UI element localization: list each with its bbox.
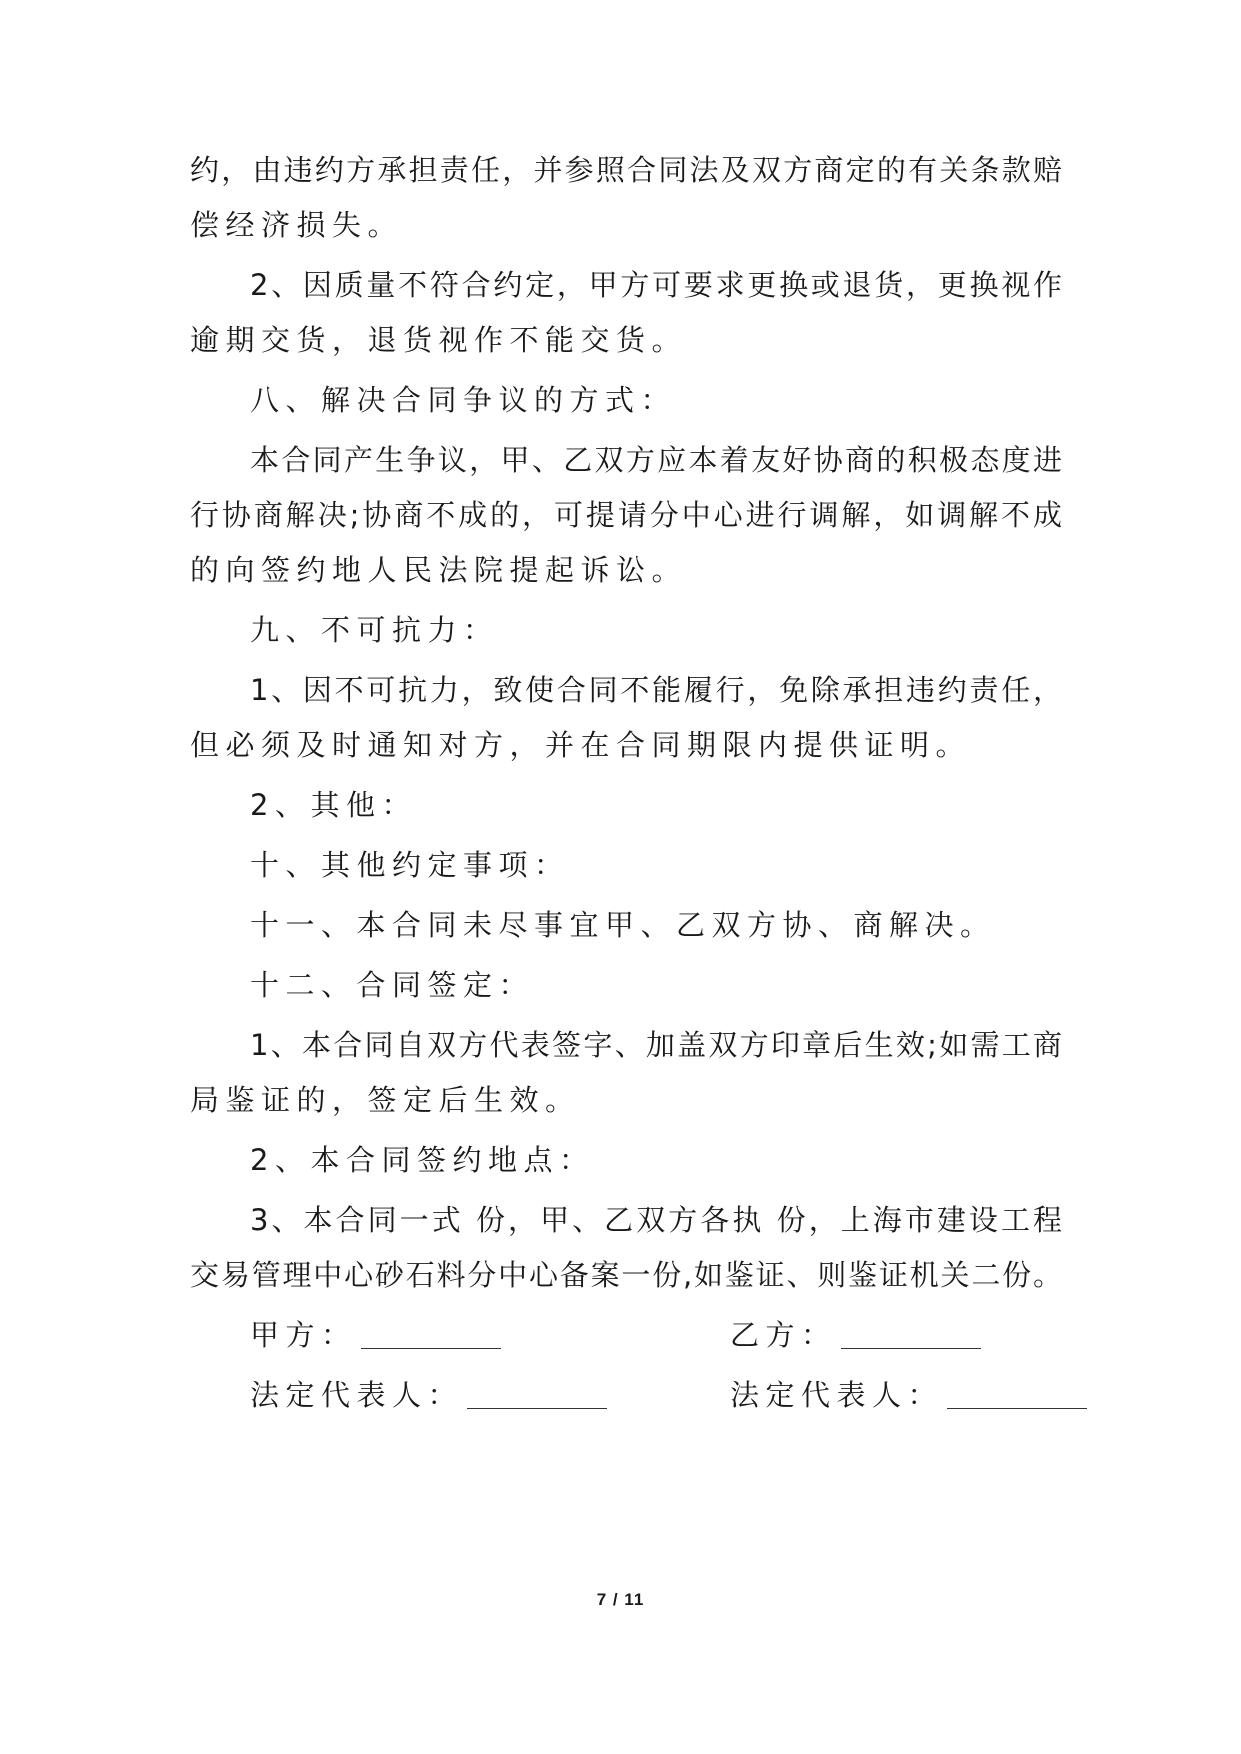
paragraph-line: 2、本合同签约地点： (250, 1143, 595, 1177)
section-heading: 十、其他约定事项： (250, 848, 570, 882)
rep-a-blank (467, 1378, 607, 1409)
paragraph-line: 局鉴证的，签定后生效。 (190, 1083, 581, 1117)
rep-a-field (250, 1377, 607, 1413)
section-heading: 十二、合同签定： (250, 968, 535, 1002)
rep-b-blank (947, 1378, 1087, 1409)
paragraph-line: 1、本合同自双方代表签字、加盖双方印章后生效;如需工商 (250, 1028, 1062, 1062)
party-a-label: 甲方： (250, 1318, 357, 1352)
party-b-field (730, 1317, 981, 1353)
paragraph-line: 2、其他： (250, 788, 417, 822)
paragraph-line: 偿经济损失。 (190, 208, 404, 242)
paragraph-line: 交易管理中心砂石料分中心备案一份,如鉴证、则鉴证机关二份。 (190, 1258, 1062, 1292)
party-b-label: 乙方： (730, 1318, 837, 1352)
rep-b-label: 法定代表人： (730, 1378, 944, 1412)
paragraph-line: 1、因不可抗力，致使合同不能履行，免除承担违约责任， (250, 673, 1062, 707)
paragraph-line: 约，由违约方承担责任，并参照合同法及双方商定的有关条款赔 (190, 153, 1062, 187)
paragraph-line: 但必须及时通知对方，并在合同期限内提供证明。 (190, 728, 972, 762)
party-a-blank (361, 1318, 501, 1349)
party-a-field (250, 1317, 501, 1353)
paragraph-line: 行协商解决;协商不成的，可提请分中心进行调解，如调解不成 (190, 498, 1062, 532)
rep-b-field (730, 1377, 1087, 1413)
section-heading: 十一、本合同未尽事宜甲、乙双方协、商解决。 (250, 908, 996, 942)
page-number: 7 / 11 (596, 1590, 645, 1609)
section-heading: 八、解决合同争议的方式： (250, 383, 677, 417)
party-b-blank (841, 1318, 981, 1349)
paragraph-line: 2、因质量不符合约定，甲方可要求更换或退货，更换视作 (250, 268, 1062, 302)
paragraph-line: 的向签约地人民法院提起诉讼。 (190, 553, 688, 587)
paragraph-line: 逾期交货，退货视作不能交货。 (190, 323, 688, 357)
rep-a-label: 法定代表人： (250, 1378, 464, 1412)
section-heading: 九、不可抗力： (250, 613, 499, 647)
paragraph-line: 本合同产生争议，甲、乙双方应本着友好协商的积极态度进 (250, 443, 1062, 477)
paragraph-line: 3、本合同一式 份，甲、乙双方各执 份，上海市建设工程 (250, 1203, 1062, 1237)
